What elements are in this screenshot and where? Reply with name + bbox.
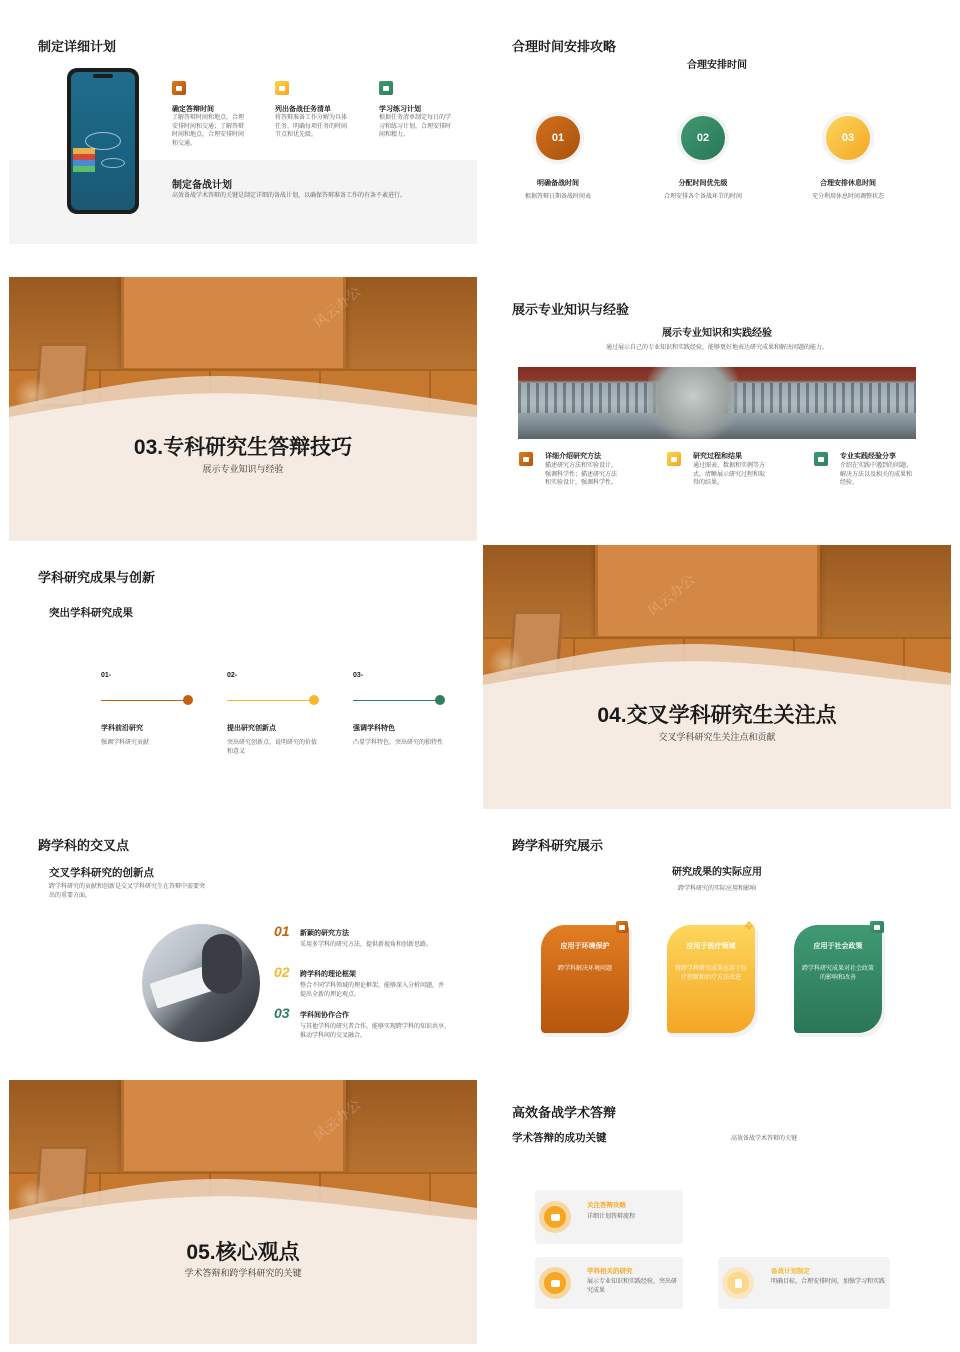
item-desc: 展示专业知识和实践经验，突出研究成果	[587, 1279, 678, 1294]
slide-subtitle: 研究成果的实际应用	[672, 867, 762, 878]
circle-01	[536, 116, 580, 160]
circle-num: 03	[841, 132, 855, 144]
item-desc: 通过图表、数据和实例等方式，清晰展示研究过程和取得的结果。	[693, 463, 766, 487]
slide-show-knowledge	[483, 277, 951, 541]
slide-desc: 通过展示自己的专业知识和实践经验，能够更好地表达研究成果和解决问题的能力。	[605, 345, 828, 351]
item-num: 02	[274, 964, 290, 980]
item-desc: 了解答辩时间和地点，合理安排时间和交通；了解答辩时间和地点，合理安排时间和交通。	[172, 115, 245, 148]
card-title: 应用于社会政策	[813, 943, 863, 950]
item-title: 详细介绍研究方法	[545, 453, 601, 460]
calendar-icon	[172, 81, 186, 95]
item-desc: 明确目标，合理安排时间，加强学习和实践	[771, 1279, 886, 1285]
method-icon	[519, 452, 533, 466]
item-desc: 整合不同学科领域的理论框架，能够深入分析问题，并提出全新的理论观点。	[300, 983, 445, 998]
item-title: 列出备战任务清单	[275, 106, 331, 113]
step-dot	[435, 695, 445, 705]
circle-desc: 充分利用休息时间调整状态	[811, 194, 884, 200]
step-dot	[183, 695, 193, 705]
slide-section-05	[9, 1080, 477, 1344]
slide-title: 合理时间安排攻略	[512, 39, 617, 54]
step-line	[227, 700, 315, 701]
circle-title: 合理安排休息时间	[820, 180, 876, 187]
step-desc: 强调学科研究贡献	[101, 740, 150, 746]
watermark: 风云办公	[644, 570, 698, 620]
slide-subtitle: 学术答辩的成功关键	[512, 1132, 607, 1144]
card-title: 应用于环境保护	[560, 943, 610, 950]
slide-title: 跨学科研究展示	[512, 838, 604, 853]
slide-title: 学科研究成果与创新	[38, 570, 156, 585]
circle-desc: 合理安排各个备战环节的时间	[663, 194, 742, 200]
section-title: 04.交叉学科研究生关注点	[597, 704, 837, 727]
slide-title: 展示专业知识与经验	[512, 302, 630, 317]
circle-desc: 根据答辩日期备战时间表	[524, 194, 591, 200]
card-desc: 跨学科解决环境问题	[557, 966, 612, 972]
image-icon	[870, 921, 884, 933]
item-title: 新颖的研究方法	[300, 930, 349, 937]
section-subtitle: 交叉学科研究生关注点和贡献	[658, 732, 776, 742]
step-desc: 突出研究创新点，说明研究的价值和意义	[227, 740, 318, 755]
bottom-desc: 高效备战学术答辩的关键是制定详细的备战计划，以确保答辩准备工作的有条不紊进行。	[172, 193, 407, 199]
circle-03	[826, 116, 870, 160]
step-num: 03-	[353, 672, 364, 679]
step-line	[353, 700, 441, 701]
card-desc: 将跨学科研究成果应用于医疗创新和治疗方法改进	[675, 966, 748, 981]
item-desc: 介绍在实践中遇到的问题、解决方法以及相关的成果和经验。	[840, 463, 913, 487]
card-desc: 跨学科研究成果对社会政策的影响和改善	[802, 966, 875, 981]
circle-title: 明确备战时间	[537, 180, 579, 187]
card-medical	[667, 925, 755, 1033]
item-title: 学科相关的研究	[587, 1268, 633, 1275]
bottom-title: 制定备战计划	[172, 180, 232, 191]
wave-decor	[9, 1080, 477, 1344]
slide-time-arrangement	[483, 8, 951, 272]
slide-section-03	[9, 277, 477, 541]
item-desc: 详细计划答辩流程	[587, 1214, 636, 1220]
slide-efficient-preparation	[483, 1080, 951, 1344]
phone-image	[67, 68, 139, 214]
watermark: 风云办公	[310, 282, 364, 332]
circle-02	[681, 116, 725, 160]
slide-title: 跨学科的交叉点	[38, 838, 130, 853]
slide-desc: 跨学科研究的贡献和创新是交叉学科研究生在答辩中需要突出的重要方面。	[49, 884, 206, 899]
box-icon	[539, 1267, 571, 1299]
item-num: 03	[274, 1005, 290, 1021]
circle-title: 分配时间优先级	[678, 180, 728, 187]
item-num: 01	[274, 923, 290, 939]
slide-title: 高效备战学术答辩	[512, 1105, 617, 1120]
slide-desc: 高效备战学术答辩的关键	[731, 1136, 798, 1142]
slide-subtitle: 交叉学科研究的创新点	[49, 867, 154, 879]
item-title: 关注答辩攻略	[587, 1202, 626, 1209]
step-dot	[309, 695, 319, 705]
share-icon	[814, 452, 828, 466]
slide-research-results	[9, 545, 477, 809]
step-line	[101, 700, 189, 701]
book-icon	[379, 81, 393, 95]
document-icon	[722, 1267, 754, 1299]
step-title: 强调学科特色	[353, 725, 395, 732]
watermark: 风云办公	[310, 1095, 364, 1145]
item-title: 学习练习计划	[379, 106, 421, 113]
item-title: 研究过程和结果	[693, 453, 742, 460]
item-desc: 根据任务清单制定每日的学习和练习计划，合理安排时间和精力。	[379, 115, 452, 139]
item-desc: 采用多学科的研究方法，提供新视角和创新思路。	[300, 942, 433, 948]
slide-title: 制定详细计划	[38, 39, 117, 54]
card-title: 应用于医疗领域	[686, 943, 736, 950]
item-title: 备战计划制定	[771, 1268, 810, 1275]
network-icon: ❖	[743, 919, 755, 933]
circle-num: 01	[551, 132, 565, 144]
item-title: 专业实践经验分享	[840, 453, 896, 460]
slide-detailed-plan	[9, 8, 477, 272]
slide-interdisciplinary	[9, 813, 477, 1077]
list-icon	[275, 81, 289, 95]
person-writing-image	[142, 924, 260, 1042]
section-subtitle: 学术答辩和跨学科研究的关键	[184, 1268, 302, 1278]
slide-subtitle: 展示专业知识和实践经验	[662, 328, 772, 339]
slide-subtitle: 合理安排时间	[687, 60, 747, 71]
item-desc: 将答辩准备工作分解为具体任务，明确每项任务的时间节点和优先级。	[275, 115, 348, 139]
step-num: 02-	[227, 672, 238, 679]
wave-decor	[483, 545, 951, 809]
chart-icon	[667, 452, 681, 466]
item-desc: 描述研究方法和实验设计，强调科学性；描述研究方法和实验设计，强调科学性。	[545, 463, 618, 487]
item-title: 确定答辩时间	[172, 106, 214, 113]
wave-decor	[9, 277, 477, 541]
item-title: 跨学科的理论框架	[300, 971, 356, 978]
step-desc: 凸显学科特色，突出研究的独特性	[353, 740, 444, 746]
step-title: 提出研究创新点	[227, 725, 276, 732]
section-title: 03.专科研究生答辩技巧	[133, 436, 353, 459]
slide-subtitle: 突出学科研究成果	[49, 607, 133, 619]
section-subtitle: 展示专业知识与经验	[202, 464, 284, 474]
leaf-icon	[616, 921, 628, 933]
circle-num: 02	[696, 132, 710, 144]
item-desc: 与其他学科的研究者合作，能够实现跨学科的知识共享，推动学科间的交叉融合。	[300, 1024, 451, 1039]
step-title: 学科前沿研究	[101, 725, 143, 732]
slide-desc: 跨学科研究的实际应用和影响	[677, 886, 756, 892]
slide-section-04	[483, 545, 951, 809]
card-policy	[794, 925, 882, 1033]
card-environment	[541, 925, 629, 1033]
slide-interdisciplinary-showcase	[483, 813, 951, 1077]
palace-statue-image	[518, 367, 916, 439]
step-num: 01-	[101, 672, 112, 679]
chat-icon	[539, 1201, 571, 1233]
section-title: 05.核心观点	[186, 1241, 300, 1264]
item-title: 学科间协作合作	[300, 1012, 349, 1019]
